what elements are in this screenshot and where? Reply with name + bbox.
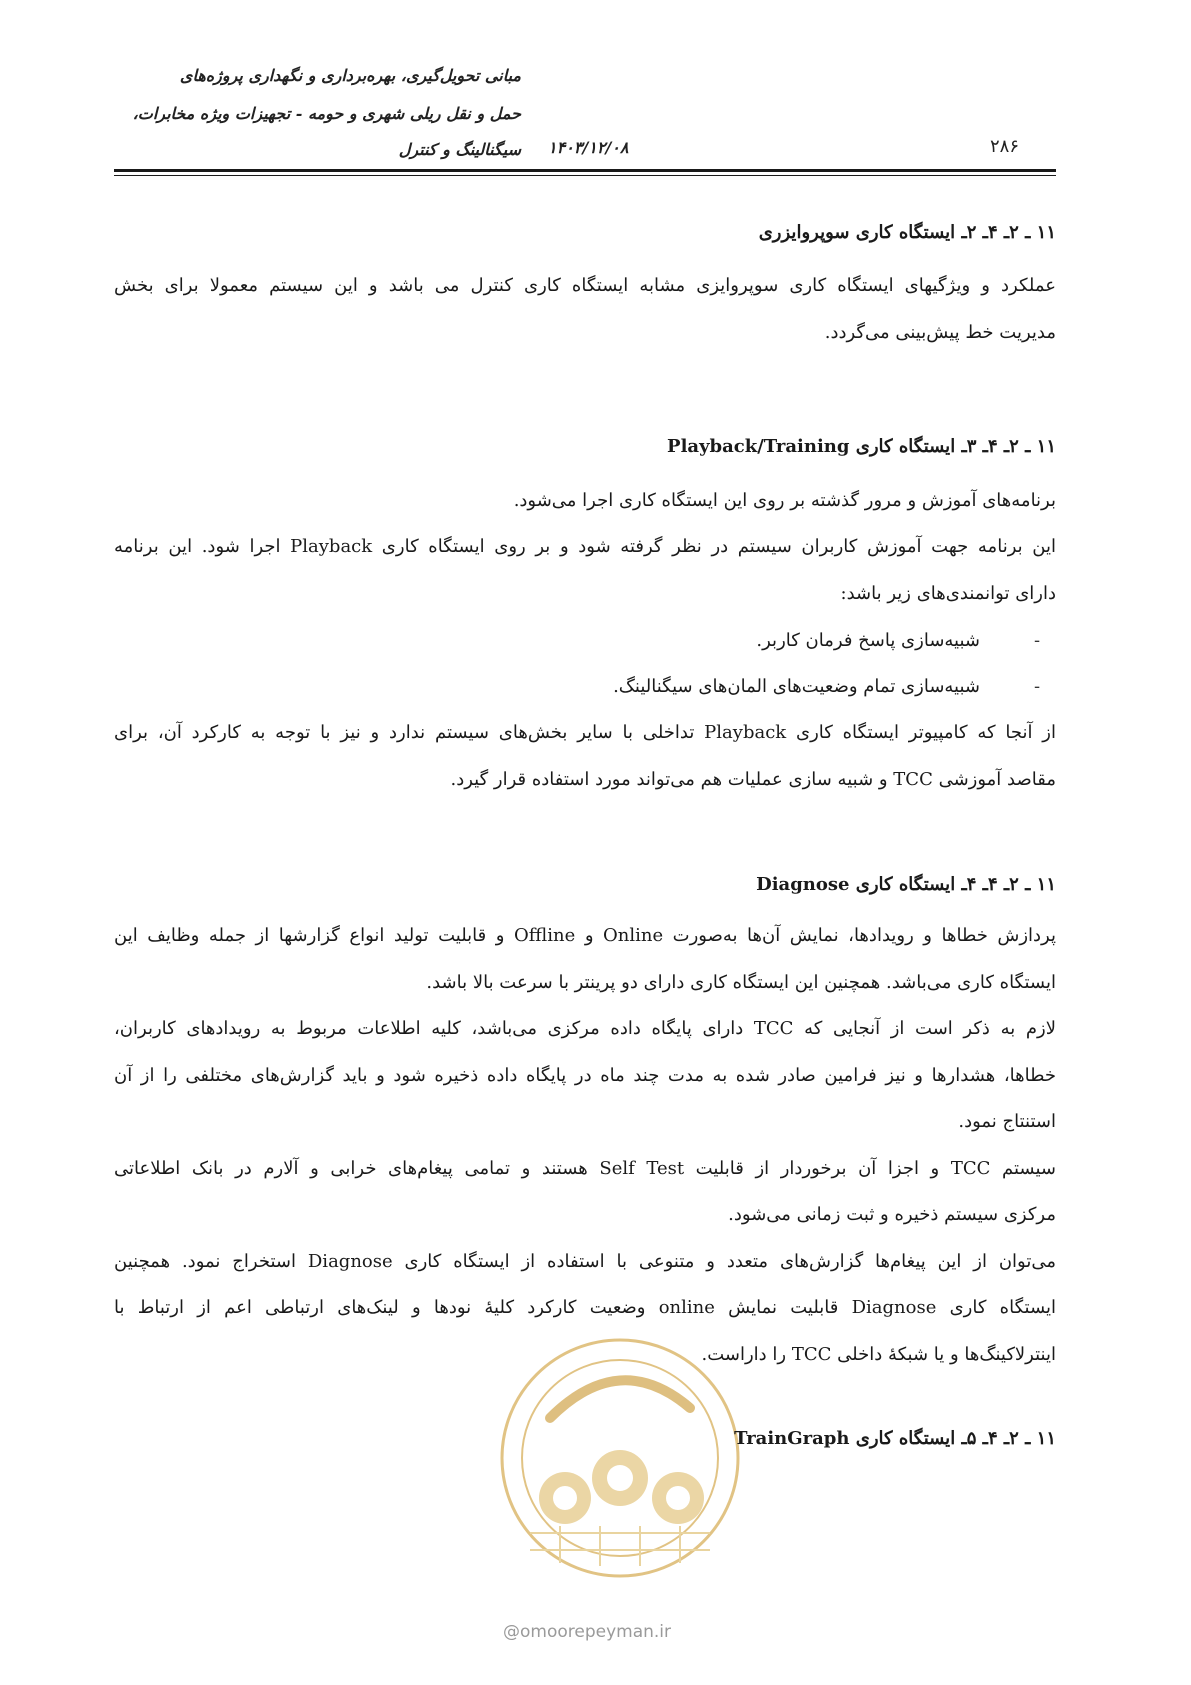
paragraph-line: می‌توان از این پیغام‌ها گزارش‌های متعدد و متنوعی با استفاده از ایستگاه کاری Diagnose استخراج نمود. همچنین bbox=[114, 1251, 1057, 1272]
page-number: ۲۸۶ bbox=[990, 136, 1020, 157]
header-rule-thin bbox=[114, 175, 1056, 176]
watermark-url: @omoorepeyman.ir bbox=[503, 1622, 672, 1642]
paragraph-line: از آنجا که کامپیوتر ایستگاه کاری Playback تداخلی با سایر بخش‌های سیستم ندارد و نیز با توجه به کارکرد آن، برای bbox=[114, 722, 1056, 743]
bullet-dash: - bbox=[1033, 676, 1041, 697]
paragraph-line: دارای توانمندی‌های زیر باشد: bbox=[840, 583, 1056, 604]
watermark-logo bbox=[490, 1328, 750, 1588]
paragraph-line: اینترلاکینگ‌ها و یا شبکهٔ داخلی TCC را داراست. bbox=[701, 1344, 1056, 1365]
paragraph-line: سیستم TCC و اجزا آن برخوردار از قابلیت Self Test هستند و تمامی پیغام‌های خرابی و آلارم در بانک اطلاعاتی bbox=[114, 1158, 1056, 1179]
section-heading-playback-training: ۱۱ ـ ۲ـ ۴ـ ۳ـ ایستگاه کاری Playback/Training bbox=[667, 436, 1056, 457]
bullet-dash: - bbox=[1033, 630, 1041, 651]
bullet-item bbox=[756, 630, 1056, 651]
paragraph-line: برنامه‌های آموزش و مرور گذشته بر روی این ایستگاه کاری اجرا می‌شود. bbox=[513, 490, 1056, 511]
paragraph-line: پردازش خطاها و رویدادها، نمایش آن‌ها به‌صورت Online و Offline و قابلیت تولید انواع گزارشها از جمله وظایف این bbox=[114, 925, 1057, 946]
paragraph-line: ایستگاه کاری می‌باشد. همچنین این ایستگاه کاری دارای دو پرینتر با سرعت بالا باشد. bbox=[426, 972, 1056, 993]
paragraph-line: این برنامه جهت آموزش کاربران سیستم در نظر گرفته شود و بر روی ایستگاه کاری Playback اجرا شود. این برنامه bbox=[114, 536, 1056, 557]
bullet-item bbox=[613, 676, 1056, 697]
section-heading-traingraph: ۱۱ ـ ۲ـ ۴ـ ۵ـ ایستگاه کاری TrainGraph bbox=[734, 1428, 1056, 1449]
header-title-line-1: مبانی تحویل‌گیری، بهره‌برداری و نگهداری پروژه‌های bbox=[179, 66, 521, 85]
header-rule-thick bbox=[114, 169, 1056, 172]
at-icon: @ bbox=[503, 1622, 520, 1642]
paragraph-line: مقاصد آموزشی TCC و شبیه سازی عملیات هم می‌تواند مورد استفاده قرار گیرد. bbox=[450, 769, 1056, 790]
header-title-line-3: سیگنالینگ و کنترل bbox=[398, 140, 521, 159]
paragraph-line: خطاها، هشدارها و نیز فرامین صادر شده به مدت چند ماه در پایگاه داده ذخیره شود و باید گزارش‌های مختلفی را از آن bbox=[114, 1065, 1056, 1086]
paragraph-line: لازم به ذکر است از آنجایی که TCC دارای پایگاه داده مرکزی می‌باشد، کلیه اطلاعات مربوط به رویدادهای کاربران، bbox=[114, 1018, 1056, 1039]
paragraph-line: مدیریت خط پیش‌بینی می‌گردد. bbox=[824, 322, 1056, 343]
paragraph-line: ایستگاه کاری Diagnose قابلیت نمایش online وضعیت کارکرد کلیهٔ نودها و لینک‌های ارتباطی اعم از ارتباط با bbox=[114, 1297, 1057, 1318]
header-title-line-2: حمل و نقل ریلی شهری و حومه - تجهیزات ویژه مخابرات، bbox=[132, 104, 521, 123]
paragraph-line: مرکزی سیستم ذخیره و ثبت زمانی می‌شود. bbox=[728, 1204, 1056, 1225]
header-date: ۱۴۰۳/۱۲/۰۸ bbox=[548, 138, 629, 157]
section-heading-diagnose: ۱۱ ـ ۲ـ ۴ـ ۴ـ ایستگاه کاری Diagnose bbox=[756, 874, 1056, 895]
bullet-text: شبیه‌سازی پاسخ فرمان کاربر. bbox=[756, 630, 980, 651]
paragraph-line: عملکرد و ویژگیهای ایستگاه کاری سوپروایزی مشابه ایستگاه کاری کنترل می باشد و این سیستم معمولا برای بخش bbox=[114, 275, 1056, 296]
paragraph-line: استنتاج نمود. bbox=[958, 1111, 1056, 1132]
section-heading-supervisory: ۱۱ ـ ۲ـ ۴ـ ۲ـ ایستگاه کاری سوپروایزری bbox=[758, 222, 1056, 243]
bullet-text: شبیه‌سازی تمام وضعیت‌های المان‌های سیگنالینگ. bbox=[613, 676, 980, 697]
